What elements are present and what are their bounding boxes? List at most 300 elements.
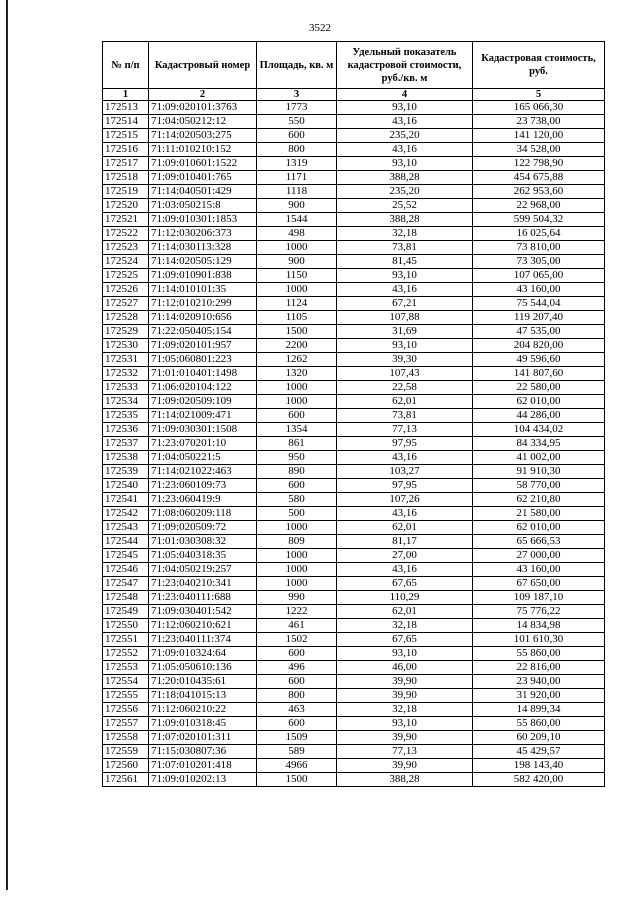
cadastral-number: 71:12:060210:621 [149,619,257,633]
cadastral-number: 71:04:050219:257 [149,563,257,577]
table-row [103,759,605,773]
area-value: 1000 [257,577,337,591]
unit-value: 67,65 [337,577,473,591]
table-row [103,633,605,647]
cadastral-number: 71:20:010435:61 [149,675,257,689]
row-index: 172546 [103,563,149,577]
cadastral-value: 58 770,00 [473,479,605,493]
area-value: 950 [257,451,337,465]
cadastral-number: 71:18:041015:13 [149,689,257,703]
row-index: 172535 [103,409,149,423]
unit-value: 39,90 [337,731,473,745]
cadastral-number: 71:06:020104:122 [149,381,257,395]
unit-value: 43,16 [337,451,473,465]
column-number-row [103,89,605,101]
cadastral-number: 71:14:020505:129 [149,255,257,269]
area-value: 600 [257,479,337,493]
cadastral-number: 71:04:050212:12 [149,115,257,129]
cadastral-value: 21 580,00 [473,507,605,521]
cadastral-number: 71:14:010101:35 [149,283,257,297]
row-index: 172548 [103,591,149,605]
row-index: 172518 [103,171,149,185]
column-number: 1 [103,89,149,101]
cadastral-number: 71:07:020101:311 [149,731,257,745]
row-index: 172530 [103,339,149,353]
cadastral-value: 204 820,00 [473,339,605,353]
cadastral-value: 454 675,88 [473,171,605,185]
unit-value: 25,52 [337,199,473,213]
unit-value: 62,01 [337,521,473,535]
column-number: 3 [257,89,337,101]
row-index: 172516 [103,143,149,157]
cadastral-number: 71:23:060109:73 [149,479,257,493]
unit-value: 67,65 [337,633,473,647]
cadastral-number: 71:04:050221:5 [149,451,257,465]
table-row [103,129,605,143]
table-row [103,549,605,563]
row-index: 172554 [103,675,149,689]
unit-value: 93,10 [337,339,473,353]
cadastral-value: 23 738,00 [473,115,605,129]
area-value: 1773 [257,101,337,115]
cadastral-value: 34 528,00 [473,143,605,157]
cadastral-value: 14 899,34 [473,703,605,717]
unit-value: 107,43 [337,367,473,381]
cadastral-value: 141 120,00 [473,129,605,143]
cadastral-number: 71:23:040111:374 [149,633,257,647]
area-value: 600 [257,675,337,689]
table-row [103,647,605,661]
unit-value: 43,16 [337,143,473,157]
unit-value: 77,13 [337,423,473,437]
row-index: 172521 [103,213,149,227]
area-value: 1000 [257,521,337,535]
area-value: 900 [257,199,337,213]
cadastral-value: 165 066,30 [473,101,605,115]
cadastral-value: 60 209,10 [473,731,605,745]
unit-value: 93,10 [337,269,473,283]
table-row [103,563,605,577]
cadastral-value: 141 807,60 [473,367,605,381]
cadastral-number: 71:15:030807:36 [149,745,257,759]
unit-value: 97,95 [337,437,473,451]
cadastral-number: 71:09:030301:1508 [149,423,257,437]
unit-value: 73,81 [337,241,473,255]
table-row [103,493,605,507]
cadastral-value: 22 816,00 [473,661,605,675]
row-index: 172537 [103,437,149,451]
header-index: № п/п [103,42,149,89]
row-index: 172523 [103,241,149,255]
table-row [103,437,605,451]
table-row [103,661,605,675]
cadastral-number: 71:09:030401:542 [149,605,257,619]
area-value: 1000 [257,241,337,255]
cadastral-number: 71:05:040318:35 [149,549,257,563]
area-value: 890 [257,465,337,479]
row-index: 172515 [103,129,149,143]
cadastral-value: 75 776,22 [473,605,605,619]
row-index: 172520 [103,199,149,213]
unit-value: 388,28 [337,171,473,185]
cadastral-value: 14 834,98 [473,619,605,633]
cadastral-number: 71:23:040210:341 [149,577,257,591]
row-index: 172549 [103,605,149,619]
table-row [103,227,605,241]
unit-value: 32,18 [337,619,473,633]
unit-value: 39,90 [337,675,473,689]
unit-value: 39,90 [337,759,473,773]
cadastral-number: 71:01:030308:32 [149,535,257,549]
unit-value: 32,18 [337,703,473,717]
row-index: 172524 [103,255,149,269]
cadastral-number: 71:03:050215:8 [149,199,257,213]
unit-value: 43,16 [337,115,473,129]
cadastral-value: 31 920,00 [473,689,605,703]
unit-value: 235,20 [337,185,473,199]
table-row [103,381,605,395]
area-value: 496 [257,661,337,675]
unit-value: 388,28 [337,773,473,787]
column-number: 2 [149,89,257,101]
cadastral-number: 71:14:040501:429 [149,185,257,199]
page-edge-line [6,0,8,890]
row-index: 172544 [103,535,149,549]
cadastral-value: 104 434,02 [473,423,605,437]
table-row [103,157,605,171]
area-value: 2200 [257,339,337,353]
cadastral-value: 47 535,00 [473,325,605,339]
table-row [103,269,605,283]
row-index: 172533 [103,381,149,395]
column-number: 4 [337,89,473,101]
row-index: 172558 [103,731,149,745]
cadastral-value: 16 025,64 [473,227,605,241]
table-row [103,605,605,619]
area-value: 550 [257,115,337,129]
unit-value: 32,18 [337,227,473,241]
table-row [103,171,605,185]
cadastral-value: 67 650,00 [473,577,605,591]
cadastral-value: 55 860,00 [473,717,605,731]
cadastral-value: 44 286,00 [473,409,605,423]
cadastral-number: 71:09:010301:1853 [149,213,257,227]
cadastral-number: 71:14:021009:471 [149,409,257,423]
table-row [103,241,605,255]
row-index: 172513 [103,101,149,115]
table-body [103,101,605,787]
cadastral-number: 71:09:010324:64 [149,647,257,661]
row-index: 172527 [103,297,149,311]
row-index: 172561 [103,773,149,787]
cadastral-number: 71:12:030206:373 [149,227,257,241]
table-row [103,465,605,479]
area-value: 1000 [257,395,337,409]
cadastral-value: 43 160,00 [473,563,605,577]
cadastral-number: 71:09:010318:45 [149,717,257,731]
unit-value: 27,00 [337,549,473,563]
area-value: 1000 [257,283,337,297]
area-value: 1124 [257,297,337,311]
cadastral-number: 71:09:010202:13 [149,773,257,787]
row-index: 172519 [103,185,149,199]
table-row [103,675,605,689]
row-index: 172547 [103,577,149,591]
table-row [103,591,605,605]
cadastral-number: 71:12:060210:22 [149,703,257,717]
cadastral-number: 71:09:010601:1522 [149,157,257,171]
row-index: 172534 [103,395,149,409]
header-row [103,42,605,89]
row-index: 172551 [103,633,149,647]
cadastral-value: 262 953,60 [473,185,605,199]
row-index: 172529 [103,325,149,339]
row-index: 172528 [103,311,149,325]
cadastral-value: 91 910,30 [473,465,605,479]
table-row [103,423,605,437]
unit-value: 62,01 [337,605,473,619]
cadastral-value: 73 305,00 [473,255,605,269]
cadastral-value: 49 596,60 [473,353,605,367]
row-index: 172553 [103,661,149,675]
table-row [103,311,605,325]
unit-value: 93,10 [337,717,473,731]
unit-value: 103,27 [337,465,473,479]
cadastral-value: 45 429,57 [473,745,605,759]
row-index: 172531 [103,353,149,367]
area-value: 1171 [257,171,337,185]
area-value: 1262 [257,353,337,367]
cadastral-value: 62 010,00 [473,395,605,409]
area-value: 861 [257,437,337,451]
table-row [103,717,605,731]
area-value: 600 [257,717,337,731]
area-value: 589 [257,745,337,759]
cadastral-value: 122 798,90 [473,157,605,171]
cadastral-number: 71:05:060801:223 [149,353,257,367]
unit-value: 43,16 [337,283,473,297]
table-row [103,143,605,157]
table-row [103,199,605,213]
area-value: 1319 [257,157,337,171]
cadastral-number: 71:11:010210:152 [149,143,257,157]
table-row [103,689,605,703]
cadastral-value: 198 143,40 [473,759,605,773]
table-row [103,451,605,465]
area-value: 580 [257,493,337,507]
row-index: 172541 [103,493,149,507]
area-value: 800 [257,689,337,703]
unit-value: 46,00 [337,661,473,675]
cadastral-number: 71:09:020101:3763 [149,101,257,115]
cadastral-value: 62 010,00 [473,521,605,535]
row-index: 172560 [103,759,149,773]
area-value: 900 [257,255,337,269]
unit-value: 73,81 [337,409,473,423]
row-index: 172552 [103,647,149,661]
area-value: 1000 [257,381,337,395]
table-row [103,507,605,521]
header-cadastral-number: Кадастровый номер [149,42,257,89]
area-value: 1000 [257,549,337,563]
cadastral-value: 109 187,10 [473,591,605,605]
cadastral-number: 71:09:020509:72 [149,521,257,535]
table-row [103,535,605,549]
cadastral-number: 71:14:020503:275 [149,129,257,143]
area-value: 500 [257,507,337,521]
table-row [103,185,605,199]
unit-value: 93,10 [337,157,473,171]
unit-value: 39,30 [337,353,473,367]
table-row [103,745,605,759]
table-row [103,367,605,381]
row-index: 172545 [103,549,149,563]
unit-value: 107,26 [337,493,473,507]
cadastral-value: 41 002,00 [473,451,605,465]
area-value: 4966 [257,759,337,773]
row-index: 172557 [103,717,149,731]
table-row [103,395,605,409]
unit-value: 97,95 [337,479,473,493]
row-index: 172539 [103,465,149,479]
column-number: 5 [473,89,605,101]
row-index: 172525 [103,269,149,283]
table-row [103,297,605,311]
cadastral-number: 71:09:020101:957 [149,339,257,353]
row-index: 172514 [103,115,149,129]
row-index: 172526 [103,283,149,297]
area-value: 1500 [257,773,337,787]
row-index: 172532 [103,367,149,381]
area-value: 600 [257,409,337,423]
unit-value: 67,21 [337,297,473,311]
cadastral-number: 71:07:010201:418 [149,759,257,773]
cadastral-number: 71:09:010901:838 [149,269,257,283]
row-index: 172550 [103,619,149,633]
cadastral-value-table [102,41,605,787]
cadastral-number: 71:08:060209:118 [149,507,257,521]
unit-value: 110,29 [337,591,473,605]
row-index: 172538 [103,451,149,465]
cadastral-value: 119 207,40 [473,311,605,325]
table-row [103,479,605,493]
table-row [103,773,605,787]
area-value: 1320 [257,367,337,381]
row-index: 172542 [103,507,149,521]
area-value: 1500 [257,325,337,339]
row-index: 172522 [103,227,149,241]
area-value: 498 [257,227,337,241]
table-row [103,731,605,745]
cadastral-number: 71:05:050610:136 [149,661,257,675]
area-value: 1118 [257,185,337,199]
table-row [103,255,605,269]
table-row [103,409,605,423]
unit-value: 31,69 [337,325,473,339]
cadastral-value: 43 160,00 [473,283,605,297]
cadastral-number: 71:14:021022:463 [149,465,257,479]
header-cadastral-value: Кадастровая стоимость, руб. [473,42,605,89]
table-row [103,213,605,227]
area-value: 600 [257,129,337,143]
area-value: 800 [257,143,337,157]
area-value: 1544 [257,213,337,227]
unit-value: 388,28 [337,213,473,227]
cadastral-number: 71:14:020910:656 [149,311,257,325]
unit-value: 81,17 [337,535,473,549]
unit-value: 22,58 [337,381,473,395]
row-index: 172556 [103,703,149,717]
cadastral-number: 71:09:010401:765 [149,171,257,185]
table-row [103,619,605,633]
cadastral-number: 71:01:010401:1498 [149,367,257,381]
cadastral-value: 599 504,32 [473,213,605,227]
cadastral-number: 71:23:040111:688 [149,591,257,605]
unit-value: 93,10 [337,647,473,661]
table-row [103,339,605,353]
area-value: 809 [257,535,337,549]
table-row [103,101,605,115]
table-row [103,577,605,591]
table-row [103,521,605,535]
cadastral-value: 84 334,95 [473,437,605,451]
row-index: 172543 [103,521,149,535]
unit-value: 43,16 [337,563,473,577]
area-value: 1354 [257,423,337,437]
unit-value: 62,01 [337,395,473,409]
unit-value: 107,88 [337,311,473,325]
area-value: 990 [257,591,337,605]
page-number: 3522 [309,22,331,34]
row-index: 172517 [103,157,149,171]
unit-value: 43,16 [337,507,473,521]
cadastral-value: 27 000,00 [473,549,605,563]
cadastral-value: 75 544,04 [473,297,605,311]
cadastral-value: 62 210,80 [473,493,605,507]
cadastral-value: 23 940,00 [473,675,605,689]
area-value: 600 [257,647,337,661]
unit-value: 39,90 [337,689,473,703]
area-value: 1000 [257,563,337,577]
row-index: 172540 [103,479,149,493]
cadastral-value: 73 810,00 [473,241,605,255]
table-row [103,325,605,339]
area-value: 1105 [257,311,337,325]
unit-value: 81,45 [337,255,473,269]
cadastral-number: 71:23:070201:10 [149,437,257,451]
cadastral-value: 107 065,00 [473,269,605,283]
cadastral-number: 71:09:020509:109 [149,395,257,409]
area-value: 463 [257,703,337,717]
cadastral-number: 71:14:030113:328 [149,241,257,255]
header-area: Площадь, кв. м [257,42,337,89]
area-value: 1222 [257,605,337,619]
table-row [103,353,605,367]
row-index: 172559 [103,745,149,759]
cadastral-number: 71:22:050405:154 [149,325,257,339]
unit-value: 77,13 [337,745,473,759]
area-value: 1150 [257,269,337,283]
unit-value: 235,20 [337,129,473,143]
area-value: 461 [257,619,337,633]
cadastral-number: 71:23:060419:9 [149,493,257,507]
cadastral-value: 55 860,00 [473,647,605,661]
cadastral-value: 22 968,00 [473,199,605,213]
cadastral-number: 71:12:010210:299 [149,297,257,311]
cadastral-value: 582 420,00 [473,773,605,787]
cadastral-value: 65 666,53 [473,535,605,549]
table-row [103,283,605,297]
